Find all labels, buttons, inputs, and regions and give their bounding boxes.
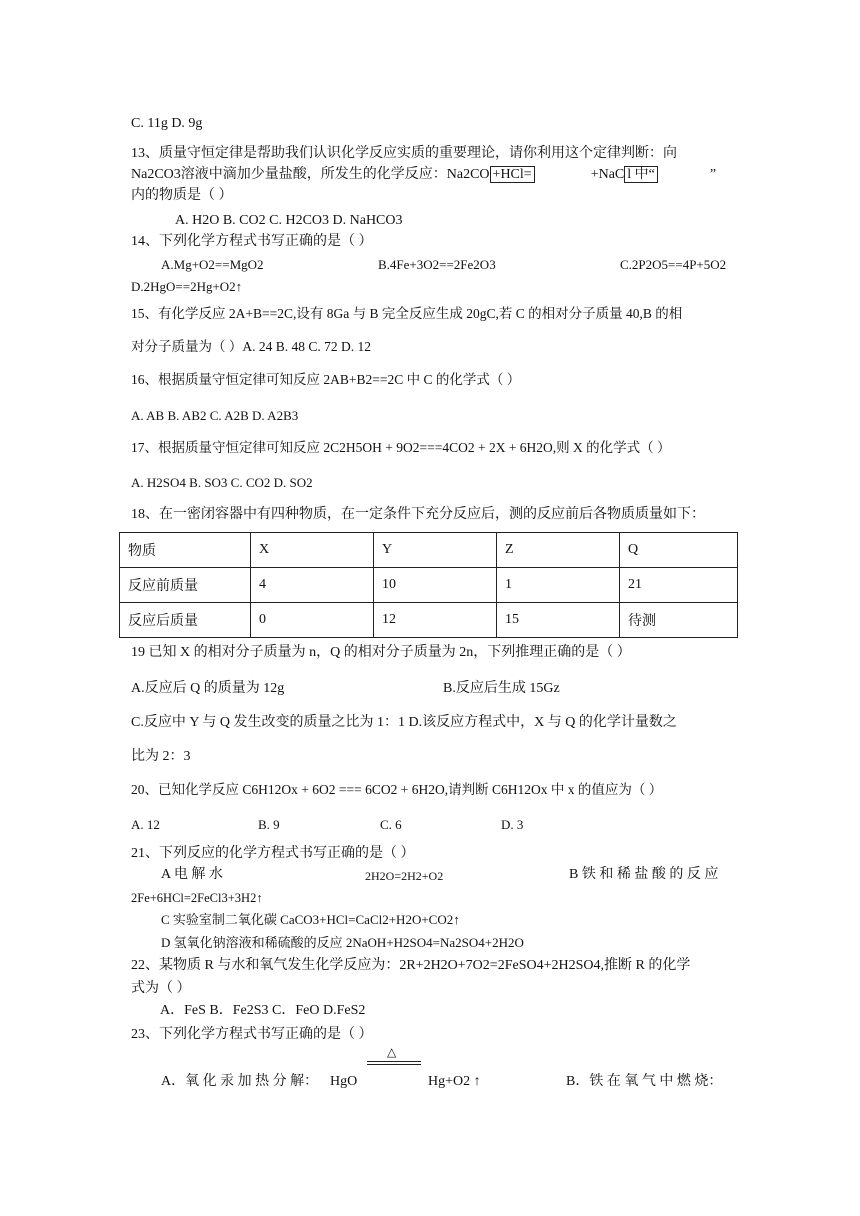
q21-option-b: B 铁 和 稀 盐 酸 的 反 应 [569, 867, 719, 882]
q20-option-c: C. 6 [380, 817, 402, 832]
q23-stem: 23、下列化学方程式书写正确的是（ ） [131, 1027, 373, 1042]
table-cell: 12 [374, 603, 497, 638]
q19-stem: 19 已知 X 的相对分子质量为 n，Q 的相对分子质量为 2n，下列推理正确的是（ ） [131, 645, 631, 660]
q16-stem: 16、根据质量守恒定律可知反应 2AB+B2==2C 中 C 的化学式（ ） [131, 372, 521, 387]
q22-options: A．FeS B．Fe2S3 C．FeO D.FeS2 [160, 1003, 366, 1018]
q13-equation-start: Na2CO3溶液中滴加少量盐酸，所发生的化学反应：Na2CO [131, 167, 490, 182]
q21-option-c: C 实验室制二氧化碳 CaCO3+HCl=CaCl2+H2O+CO2↑ [161, 912, 460, 927]
q14-stem: 14、下列化学方程式书写正确的是（ ） [131, 234, 373, 249]
table-cell: X [251, 533, 374, 568]
equation-line-bottom [367, 1064, 421, 1065]
q17-stem: 17、根据质量守恒定律可知反应 2C2H5OH + 9O2===4CO2 + 2X + 6H2O,则 X 的化学式（ ） [131, 440, 671, 455]
q23-option-a-products: Hg+O2 ↑ [428, 1074, 481, 1089]
q21-option-d: D 氢氧化钠溶液和稀硫酸的反应 2NaOH+H2SO4=Na2SO4+2H2O [161, 935, 524, 950]
q13-box-2: l 中“ [624, 166, 658, 183]
table-cell: 反应后质量 [120, 603, 251, 638]
q20-stem: 20、已知化学反应 C6H12Ox + 6O2 === 6CO2 + 6H2O,请判断 C6H12Ox 中 x 的值应为（ ） [131, 782, 663, 797]
q14-option-c: C.2P2O5==4P+5O2 [620, 257, 727, 272]
table-cell: 待测 [620, 603, 738, 638]
table-cell: 1 [497, 568, 620, 603]
table-row [120, 603, 738, 638]
q13-equation-mid: +NaC [590, 167, 625, 182]
q13-stem-line1: 13、质量守恒定律是帮助我们认识化学反应实质的重要理论，请你利用这个定律判断：向 [131, 146, 677, 161]
table-cell: 10 [374, 568, 497, 603]
q12-options: C. 11g D. 9g [131, 116, 203, 131]
q13-stem-line2 [131, 166, 716, 184]
q13-quote-end: ” [709, 167, 717, 182]
q18-mass-table [119, 532, 738, 638]
q23-option-a-label: A．氧 化 汞 加 热 分 解： [161, 1074, 319, 1089]
q13-options: A. H2O B. CO2 C. H2CO3 D. NaHCO3 [175, 213, 403, 228]
q14-option-a: A.Mg+O2==MgO2 [161, 257, 264, 272]
table-cell: 0 [251, 603, 374, 638]
q17-options: A. H2SO4 B. SO3 C. CO2 D. SO2 [131, 475, 313, 490]
q16-options: A. AB B. AB2 C. A2B D. A2B3 [131, 408, 299, 423]
delta-icon: △ [387, 1045, 397, 1059]
q19-option-a: A.反应后 Q 的质量为 12g [131, 681, 285, 696]
q21-option-b-equation: 2Fe+6HCl=2FeCl3+3H2↑ [131, 891, 263, 905]
q14-option-d: D.2HgO==2Hg+O2↑ [131, 279, 243, 294]
q15-stem-line2: 对分子质量为（ ）A. 24 B. 48 C. 72 D. 12 [131, 339, 372, 354]
q19-option-d-cont: 比为 2：3 [131, 749, 191, 764]
q13-box-1: +HCl= [490, 166, 535, 183]
table-cell: Y [374, 533, 497, 568]
table-cell: 4 [251, 568, 374, 603]
q19-option-b: B.反应后生成 15Gz [443, 681, 560, 696]
q15-stem-line1: 15、有化学反应 2A+B==2C,设有 8Ga 与 B 完全反应生成 20gC,若 C 的相对分子质量 40,B 的相 [131, 306, 683, 321]
q20-option-d: D. 3 [501, 817, 524, 832]
table-row [120, 533, 738, 568]
table-row [120, 568, 738, 603]
q20-option-a: A. 12 [131, 817, 160, 832]
q22-stem-line2: 式为（ ） [131, 981, 191, 996]
table-cell: 物质 [120, 533, 251, 568]
q14-option-b: B.4Fe+3O2==2Fe2O3 [378, 257, 496, 272]
table-cell: 15 [497, 603, 620, 638]
q21-stem: 21、下列反应的化学方程式书写正确的是（ ） [131, 846, 415, 861]
q21-option-a-equation: 2H2O=2H2+O2 [365, 869, 444, 883]
q23-option-a-reactant: HgO [330, 1074, 358, 1089]
equation-line-top [367, 1061, 421, 1062]
q20-option-b: B. 9 [258, 817, 280, 832]
table-cell: Q [620, 533, 738, 568]
q22-stem-line1: 22、某物质 R 与水和氧气发生化学反应为：2R+2H2O+7O2=2FeSO4+2H2SO4,推断 R 的化学 [131, 958, 691, 973]
q19-options-cd: C.反应中 Y 与 Q 发生改变的质量之比为 1：1 D.该反应方程式中，X 与 Q 的化学计量数之 [131, 715, 677, 730]
q23-option-b-label: B．铁 在 氧 气 中 燃 烧： [566, 1074, 723, 1089]
table-cell: 21 [620, 568, 738, 603]
heating-condition-symbol [367, 1045, 421, 1072]
q21-option-a: A 电 解 水 [161, 867, 223, 882]
q18-stem: 18、在一密闭容器中有四种物质，在一定条件下充分反应后，测的反应前后各物质质量如下： [131, 507, 705, 522]
q13-stem-line3: 内的物质是（ ） [131, 188, 233, 203]
table-cell: Z [497, 533, 620, 568]
table-cell: 反应前质量 [120, 568, 251, 603]
